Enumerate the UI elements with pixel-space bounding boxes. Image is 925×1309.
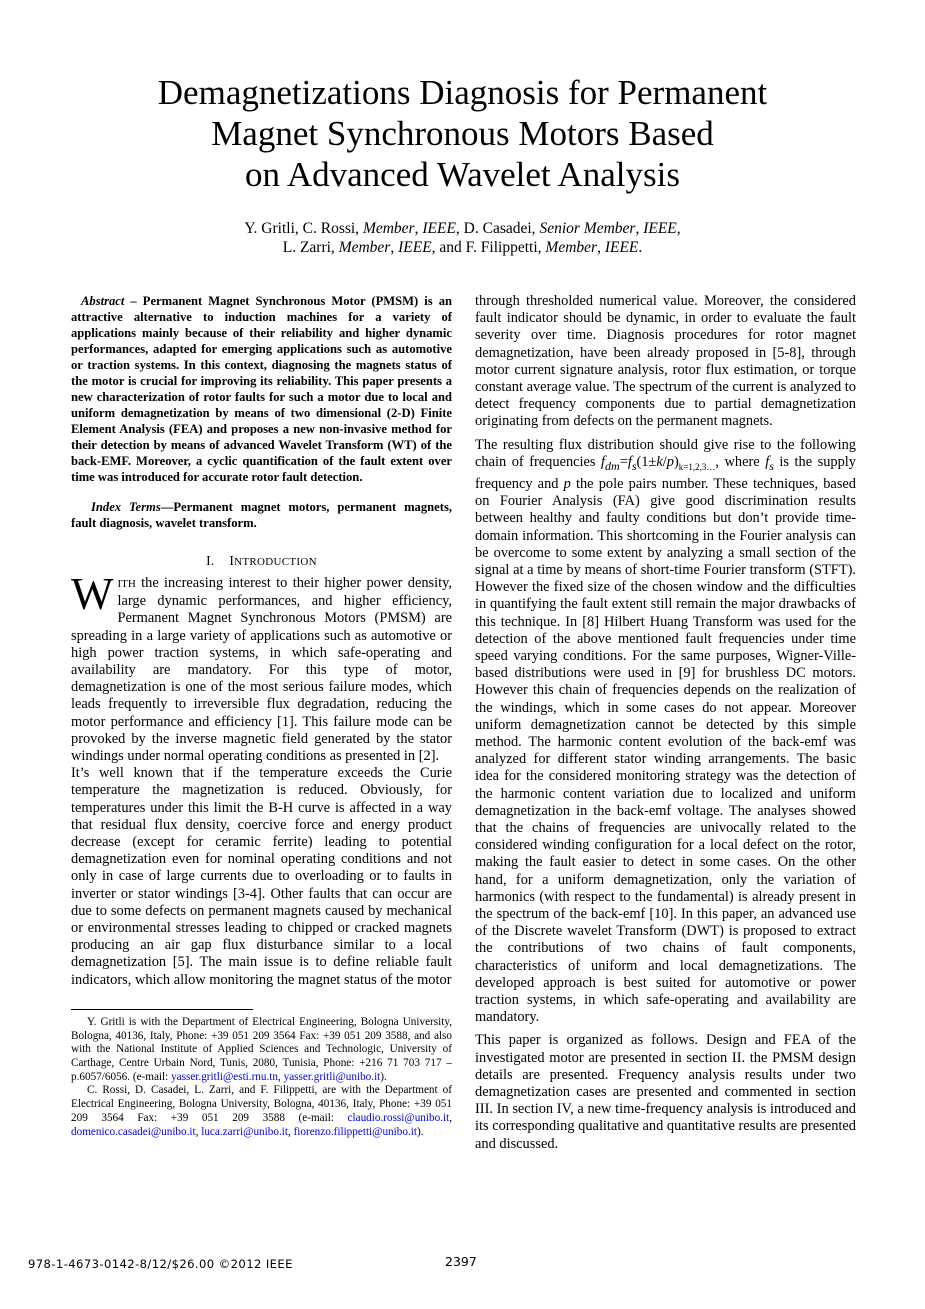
abstract-text: – Permanent Magnet Synchronous Motor (PMSM) is an attractive alternative to induction machines for a variety of applications mainly because of their reliability and higher dynamic performances, adapted for emerging applications such as automotive or traction systems. In this context, diagnosing the magnets status of the motor is crucial for improving its reliability. This paper presents a new characterization of rotor faults for such a motor due to local and uniform demagnetization by means of two dimensional (2-D) Finite Element Analysis (FEA) and proposes a new non-invasive method for their detection by means of advanced Wavelet Transform (WT) of the back-EMF. Moreover, a cyclic quantification of the fault extent over time was introduced for accurate rotor fault detection. xyxy=(71,294,452,484)
formula-f: f xyxy=(627,453,632,470)
section-number: I. xyxy=(206,553,215,568)
footnote-1 xyxy=(71,1016,452,1085)
authors-line-1 xyxy=(0,219,925,238)
footnote-2-text: C. Rossi, D. Casadei, L. Zarri, and F. Filippetti, are with the Department of Electrical Engineering, Bologna University, Bologna, 40136, Italy, Phone: +39 051 209 3564 Fax: +39 051 209 3588 (e-mail: xyxy=(71,1084,452,1124)
formula-f: f xyxy=(601,453,606,470)
intro-paragraph-2: It’s well known that if the temperature exceeds the Curie temperature the magnetization is reduced. Obviously, for temperatures under this limit the B-H curve is affected in a way that residual flux density, coercive force and energy product decrease (except for ceramic ferrite) leading to potential demagnetization even for nominal operating conditions and not only in case of large currents due to overloading or to faults in inverter or stator windings [3-4]. Other faults that can occur are due to some defects on permanent magnets caused by mechanical or environmental stresses leading to chipped or cracked magnets producing an air gap flux disturbance similar to a local demagnetization [5]. The main issue is to define reliable fault indicators, which allow monitoring the magnet status of the motor xyxy=(71,765,452,988)
left-column xyxy=(71,293,452,1139)
email-link[interactable]: claudio.rossi@unibo.it xyxy=(347,1111,450,1124)
intro-paragraph-1 xyxy=(71,569,452,765)
footnote-rule xyxy=(71,1009,253,1010)
formula-f: f xyxy=(765,453,770,470)
title-line-3: on Advanced Wavelet Analysis xyxy=(245,155,680,194)
footnote-sep: , xyxy=(278,1070,284,1083)
authors-line-2-text: L. Zarri, Member, IEEE, and F. Filippetti, Member, IEEE. xyxy=(282,239,643,256)
index-terms xyxy=(71,499,452,531)
p2-text-d: the pole pairs number. These techniques, based on Fourier Analysis (FA) give good discrimination results between healthy and faulty conditions but don’t provide time-domain information. This shortcoming in the Fourier analysis can be overcome to some extent by analyzing a small section of the signal at a time by means of short-time Fourier transform (STFT). However the fixed size of the chosen window and the difficulties in quantifying the fault extent still remain the major drawbacks of this technique. In [8] Hilbert Huang Transform was used for the detection of the above mentioned fault frequencies under time speed varying conditions. For the same purposes, Wigner-Ville-based distributions were used in [9] for brushless DC motors. However this chain of frequencies depends on the realization of the windings, which in some cases do not appear. Moreover uniform demagnetization cannot be detected by this simple method. The harmonic content evolution of the back-emf was analyzed for different stator winding arrangements. The basic idea for the considered monitoring strategy was the detection of the harmonic content variation due to localized and uniform demagnetization in the back-emf voltage. The analyses showed that the chains of frequencies are univocally related to the considered winding configuration for a local defect on the rotor, making the fault easier to detect in some cases. On the other hand, for a uniform demagnetization, only the variation of harmonics (with respect to the fundamental) is already present in the spectrum of the back-emf [10]. In this paper, an advanced use of the Discrete wavelet Transform (DWT) is proposed to extract the contributions of two chains of fault components, characteristics of uniform and local demagnetizations. The developed approach is best suited for automotive or power traction systems, in which safe-operating and availability are mandatory. xyxy=(475,475,856,1026)
formula-p: p xyxy=(563,475,571,492)
footnote-end: ). xyxy=(380,1070,387,1083)
email-link[interactable]: fiorenzo.filippetti@unibo.it xyxy=(293,1125,417,1138)
formula-p: p xyxy=(666,453,674,470)
abstract xyxy=(71,293,452,485)
email-link[interactable]: luca.zarri@unibo.it xyxy=(201,1125,288,1138)
p2-text-a: The resulting flux distribution should give rise to the following chain of frequencies xyxy=(475,436,856,470)
author-list xyxy=(0,219,925,257)
right-column xyxy=(475,293,856,1153)
drop-cap: W xyxy=(71,569,114,619)
p2-text-b: , where xyxy=(715,453,766,470)
p2-text-c: is the supply frequency and xyxy=(475,453,856,492)
formula-s: s xyxy=(631,458,637,473)
index-terms-text: —Permanent magnet motors, permanent magnets, fault diagnosis, wavelet transform. xyxy=(71,500,452,530)
formula-k: k xyxy=(656,453,663,470)
abstract-label: Abstract xyxy=(81,294,125,308)
footnote-end: ). xyxy=(416,1125,424,1138)
formula-close: ) xyxy=(674,453,679,470)
formula-subscript: k=1,2,3… xyxy=(678,461,716,472)
authors-line-1-text: Y. Gritli, C. Rossi, Member, IEEE, D. Casadei, Senior Member, IEEE, xyxy=(244,220,681,237)
formula-eq: = xyxy=(619,453,628,470)
page-number: 2397 xyxy=(445,1254,477,1269)
footnote-sep: , xyxy=(287,1125,294,1138)
email-link[interactable]: domenico.casadei@unibo.it xyxy=(71,1125,196,1138)
title-line-1: Demagnetizations Diagnosis for Permanent xyxy=(157,73,768,112)
intro-paragraph-1-text: the increasing interest to their higher power density, large dynamic performances, and higher efficiency, Permanent Magnet Synchronous Motors (PMSM) are spreading in a large variety of applications such as automotive or high power traction systems, in which safe-operating and availability are mandatory. For this type of motor, demagnetization is one of the most serious failure modes, which leads frequently to irreversible flux degradation, reducing the motor performance and efficiency [1]. This failure mode can be provoked by the inverse magnetic field generated by the stator windings under normal operating conditions as presented in [2]. xyxy=(71,575,452,765)
right-paragraph-3: This paper is organized as follows. Design and FEA of the investigated motor are presented in section II. the PMSM design details are presented. Frequency analysis results under two demagnetization cases are presented and commented in section III. In section IV, a new time-frequency analysis is introduced and its corresponding qualitative and quantitative results are presented and discussed. xyxy=(475,1032,856,1152)
title-line-2: Magnet Synchronous Motors Based xyxy=(211,114,714,153)
authors-line-2 xyxy=(0,238,925,257)
paper-title xyxy=(0,72,925,195)
formula-s: s xyxy=(769,458,774,473)
formula-slash: / xyxy=(662,453,667,470)
footnote-sep: , xyxy=(449,1111,452,1124)
email-link[interactable]: yasser.gritli@esti.rnu.tn xyxy=(171,1070,278,1083)
right-paragraph-2 xyxy=(475,437,856,1027)
formula-dm: dm xyxy=(605,458,620,473)
intro-smallcaps: ITH xyxy=(117,578,136,590)
section-heading-introduction xyxy=(71,553,452,569)
formula-paren: (1± xyxy=(636,453,657,470)
copyright-line: 978-1-4673-0142-8/12/$26.00 ©2012 IEEE xyxy=(28,1257,293,1271)
index-terms-label: Index Terms xyxy=(91,500,161,514)
footnote-2 xyxy=(71,1084,452,1139)
footnote-sep: , xyxy=(195,1125,202,1138)
section-title-rest: NTRODUCTION xyxy=(234,556,317,568)
footnote-1-text: Y. Gritli is with the Department of Electrical Engineering, Bologna University, Bologna, 40136, Italy, Phone: +39 051 209 3564 Fax: +39 051 209 3588, and also with the National Institute of Applied Sciences and Technologic, University of Carthage, Centre Urbain Nord, Tunis, 2080, Tunisia, Phone: +216 71 703 717 – p.6057/6056. (e-mail: xyxy=(71,1015,452,1083)
right-paragraph-1: through thresholded numerical value. Moreover, the considered fault indicator should be dynamic, in order to evaluate the fault severity over time. Diagnosis procedures for rotor magnet demagnetization, have been already proposed in [5-8], through motor current signature analysis, rotor flux estimation, or torque constant average value. The spectrum of the current is analyzed to detect frequency components due to partial demagnetization originating from defects on the permanent magnets. xyxy=(475,293,856,430)
section-title-initial: I xyxy=(229,553,235,568)
email-link[interactable]: yasser.gritli@unibo.it xyxy=(283,1070,381,1083)
